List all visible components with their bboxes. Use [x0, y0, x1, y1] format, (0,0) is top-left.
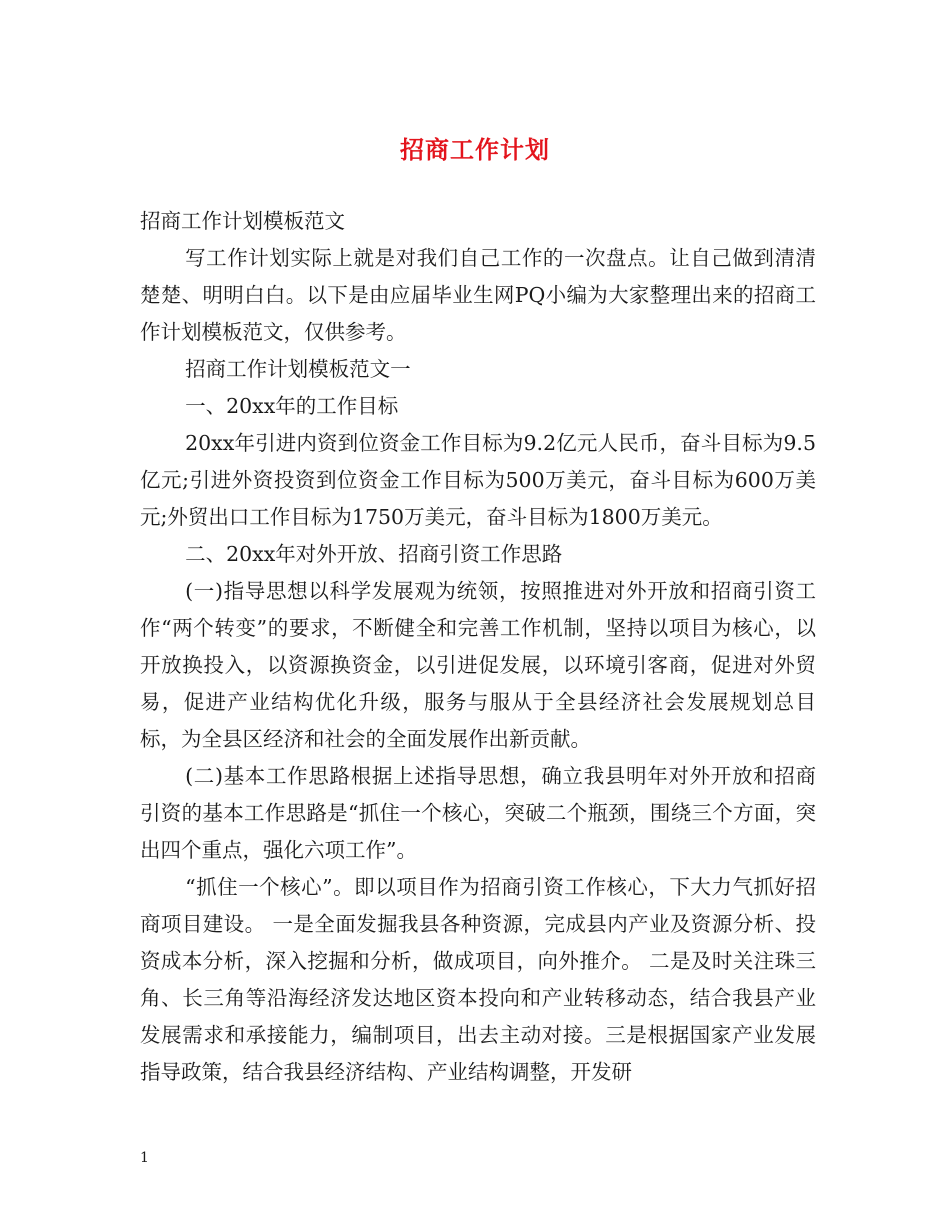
page-number: 1	[140, 1150, 149, 1166]
section-heading-template-one: 招商工作计划模板范文一	[185, 357, 411, 381]
paragraph-intro: 写工作计划实际上就是对我们自己工作的一次盘点。让自己做到清清楚楚、明明白白。以下是由应届毕业生网PQ小编为大家整理出来的招商工作计划模板范文，仅供参考。	[140, 246, 816, 344]
section-heading-goals: 一、20xx年的工作目标	[185, 394, 399, 418]
paragraph-one-core: “抓住一个核心”。即以项目作为招商引资工作核心，下大力气抓好招商项目建设。 一是全面发掘我县各种资源，完成县内产业及资源分析、投资成本分析，深入挖掘和分析，做成项目，向外推介。 二是及时关注珠三角、长三角等沿海经济发达地区资本投向和产业转移动态，结合我县产业发展需求和承接能力，编制项目，出去主动对接。三是根据国家产业发展指导政策，结合我县经济结构、产业结构调整，开发研	[140, 875, 816, 1084]
document-subtitle: 招商工作计划模板范文	[140, 209, 345, 233]
section-heading-approach: 二、20xx年对外开放、招商引资工作思路	[185, 542, 563, 566]
paragraph-goals: 20xx年引进内资到位资金工作目标为9.2亿元人民币，奋斗目标为9.5亿元;引进外资投资到位资金工作目标为500万美元，奋斗目标为600万美元;外贸出口工作目标为1750万美元，奋斗目标为1800万美元。	[140, 431, 816, 529]
paragraph-basic-approach: (二)基本工作思路根据上述指导思想，确立我县明年对外开放和招商引资的基本工作思路是“抓住一个核心，突破二个瓶颈，围绕三个方面，突出四个重点，强化六项工作”。	[140, 764, 816, 862]
document-body	[140, 203, 816, 1091]
document-title: 招商工作计划	[400, 135, 550, 164]
paragraph-guiding-ideology: (一)指导思想以科学发展观为统领，按照推进对外开放和招商引资工作“两个转变”的要求，不断健全和完善工作机制，坚持以项目为核心，以开放换投入，以资源换资金，以引进促发展，以环境引客商，促进对外贸易，促进产业结构优化升级，服务与服从于全县经济社会发展规划总目标，为全县区经济和社会的全面发展作出新贡献。	[140, 579, 816, 751]
